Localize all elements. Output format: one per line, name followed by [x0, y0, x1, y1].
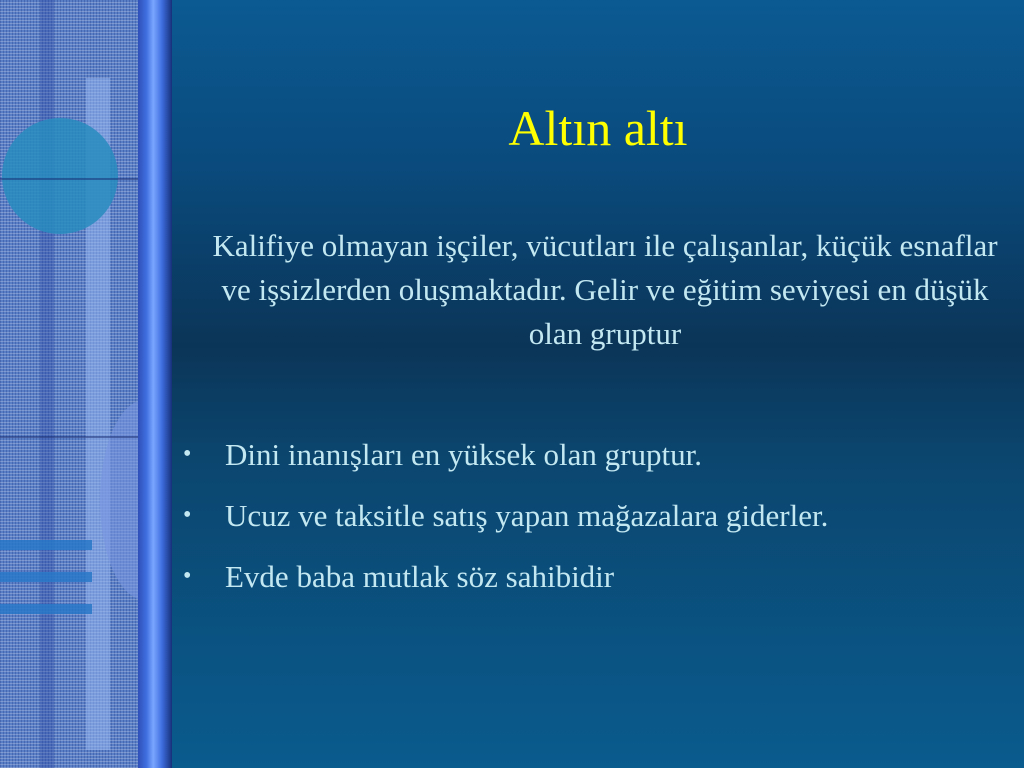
- decorative-edge-bar: [138, 0, 172, 768]
- slide-title: Altın altı: [508, 100, 688, 156]
- textured-pattern: [0, 0, 138, 768]
- decorative-circle: [2, 118, 118, 234]
- decorative-horizontal-line: [0, 572, 92, 582]
- bullet-text: Evde baba mutlak söz sahibidir: [225, 559, 615, 594]
- decorative-divider: [0, 436, 138, 438]
- bullet-dot-icon: •: [183, 502, 192, 528]
- decorative-vertical-stripe: [40, 0, 54, 768]
- bullet-dot-icon: •: [183, 563, 192, 589]
- intro-paragraph: Kalifiye olmayan işçiler, vücutları ile çalışanlar, küçük esnaflar ve işsizlerden oluşmaktadır. Gelir ve eğitim seviyesi en düşük olan gruptur: [212, 228, 998, 351]
- bullet-item: [180, 495, 1010, 536]
- bullet-item: [180, 434, 1010, 475]
- decorative-horizontal-line: [0, 604, 92, 614]
- bullet-text: Dini inanışları en yüksek olan gruptur.: [225, 437, 702, 472]
- decorative-divider: [0, 178, 138, 180]
- decorative-side-panel: [0, 0, 172, 768]
- bullet-item: [180, 556, 1010, 597]
- bullet-text: Ucuz ve taksitle satış yapan mağazalara giderler.: [225, 498, 829, 533]
- bullet-dot-icon: •: [183, 441, 192, 467]
- bullet-list: [180, 434, 1010, 617]
- decorative-horizontal-line: [0, 540, 92, 550]
